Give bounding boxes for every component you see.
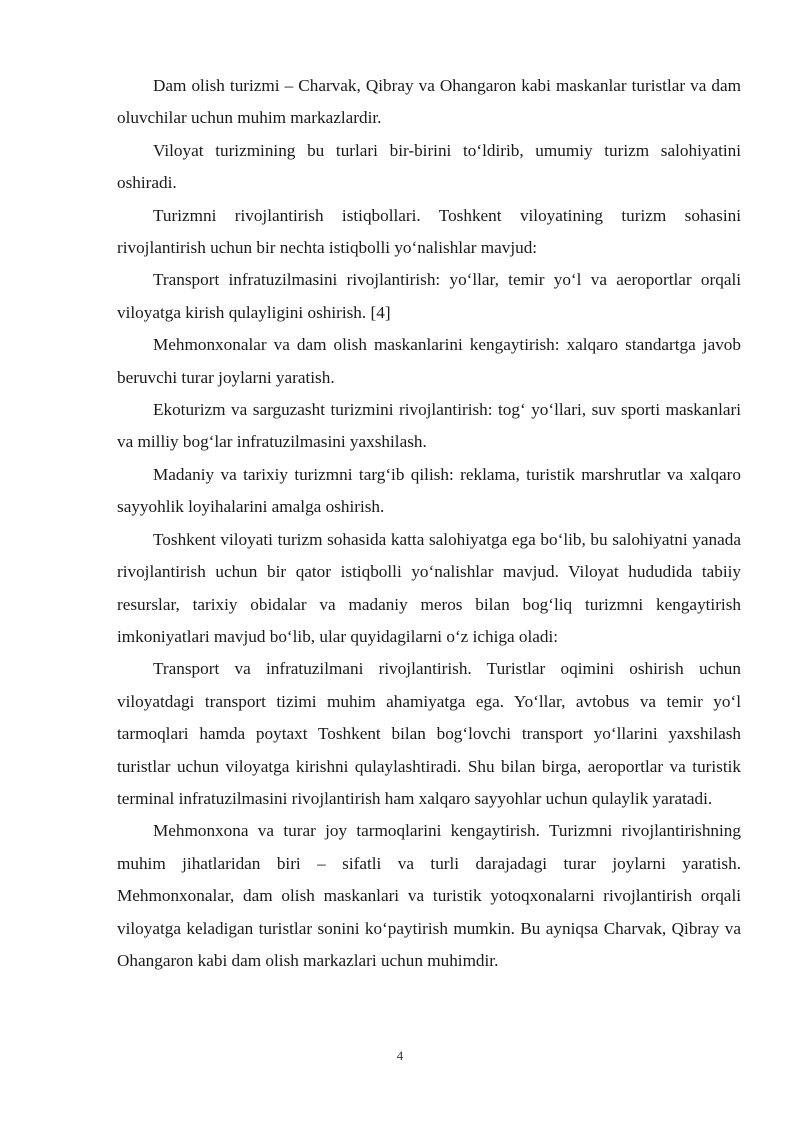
paragraph-transport-infratuzilmasi: Transport infratuzilmasini rivojlantirish: yo‘llar, temir yo‘l va aeroportlar orqali viloyatga kirish qulayligini oshirish. [4] xyxy=(117,270,741,322)
paragraph-ekoturizm: Ekoturizm va sarguzasht turizmini rivojlantirish: tog‘ yo‘llari, suv sporti maskanlari va milliy bog‘lar infratuzilmasini yaxshilash. xyxy=(117,400,741,452)
document-body xyxy=(117,70,741,977)
paragraph-mehmonxonalar: Mehmonxonalar va dam olish maskanlarini kengaytirish: xalqaro standartga javob beruvchi turar joylarni yaratish. xyxy=(117,335,741,387)
page-number: 4 xyxy=(396,1048,404,1063)
paragraph-istiqbollar: Turizmni rivojlantirish istiqbollari. Toshkent viloyatining turizm sohasini rivojlantirish uchun bir nechta istiqbolli yo‘nalishlar mavjud: xyxy=(117,205,741,258)
paragraph-madaniy-turizm: Madaniy va tarixiy turizmni targ‘ib qilish: reklama, turistik marshrutlar va xalqaro sayyohlik loyihalarini amalga oshirish. xyxy=(117,464,741,517)
paragraph-dam-olish-turizmi: Dam olish turizmi – Charvak, Qibray va Ohangaron kabi maskanlar turistlar va dam oluvchilar uchun muhim markazlardir. xyxy=(117,76,741,128)
paragraph-salohiyat: Toshkent viloyati turizm sohasida katta salohiyatga ega bo‘lib, bu salohiyatni yanada rivojlantirish uchun bir qator istiqbolli yo‘nalishlar mavjud. Viloyat hududida tabiiy resurslar, tarixiy obidalar va madaniy meros bilan bog‘liq turizmni kengaytirish imkoniyatlari mavjud bo‘lib, ular quyidagilarni o‘z ichiga oladi: xyxy=(117,529,741,646)
paragraph-turar-joy: Mehmonxona va turar joy tarmoqlarini kengaytirish. Turizmni rivojlantirishning muhim jihatlaridan biri – sifatli va turli darajadagi turar joylarni yaratish. Mehmonxonalar, dam olish maskanlari va turistik yotoqxonalarni rivojlantirish orqali viloyatga keladigan turistlar sonini ko‘paytirish mumkin. Bu ayniqsa Charvak, Qibray va Ohangaron kabi dam olish markazlari uchun muhimdir. xyxy=(117,821,741,970)
paragraph-transport-rivojlantirish: Transport va infratuzilmani rivojlantirish. Turistlar oqimini oshirish uchun viloyatdagi transport tizimi muhim ahamiyatga ega. Yo‘llar, avtobus va temir yo‘l tarmoqlari hamda poytaxt Toshkent bilan bog‘lovchi transport yo‘llarini yaxshilash turistlar uchun viloyatga kirishni qulaylashtiradi. Shu bilan birga, aeroportlar va turistik terminal infratuzilmasini rivojlantirish ham xalqaro sayyohlar uchun qulaylik yaratadi. xyxy=(117,659,741,808)
paragraph-viloyat-turizmi: Viloyat turizmining bu turlari bir-birini to‘ldirib, umumiy turizm salohiyatini oshiradi. xyxy=(117,140,741,193)
